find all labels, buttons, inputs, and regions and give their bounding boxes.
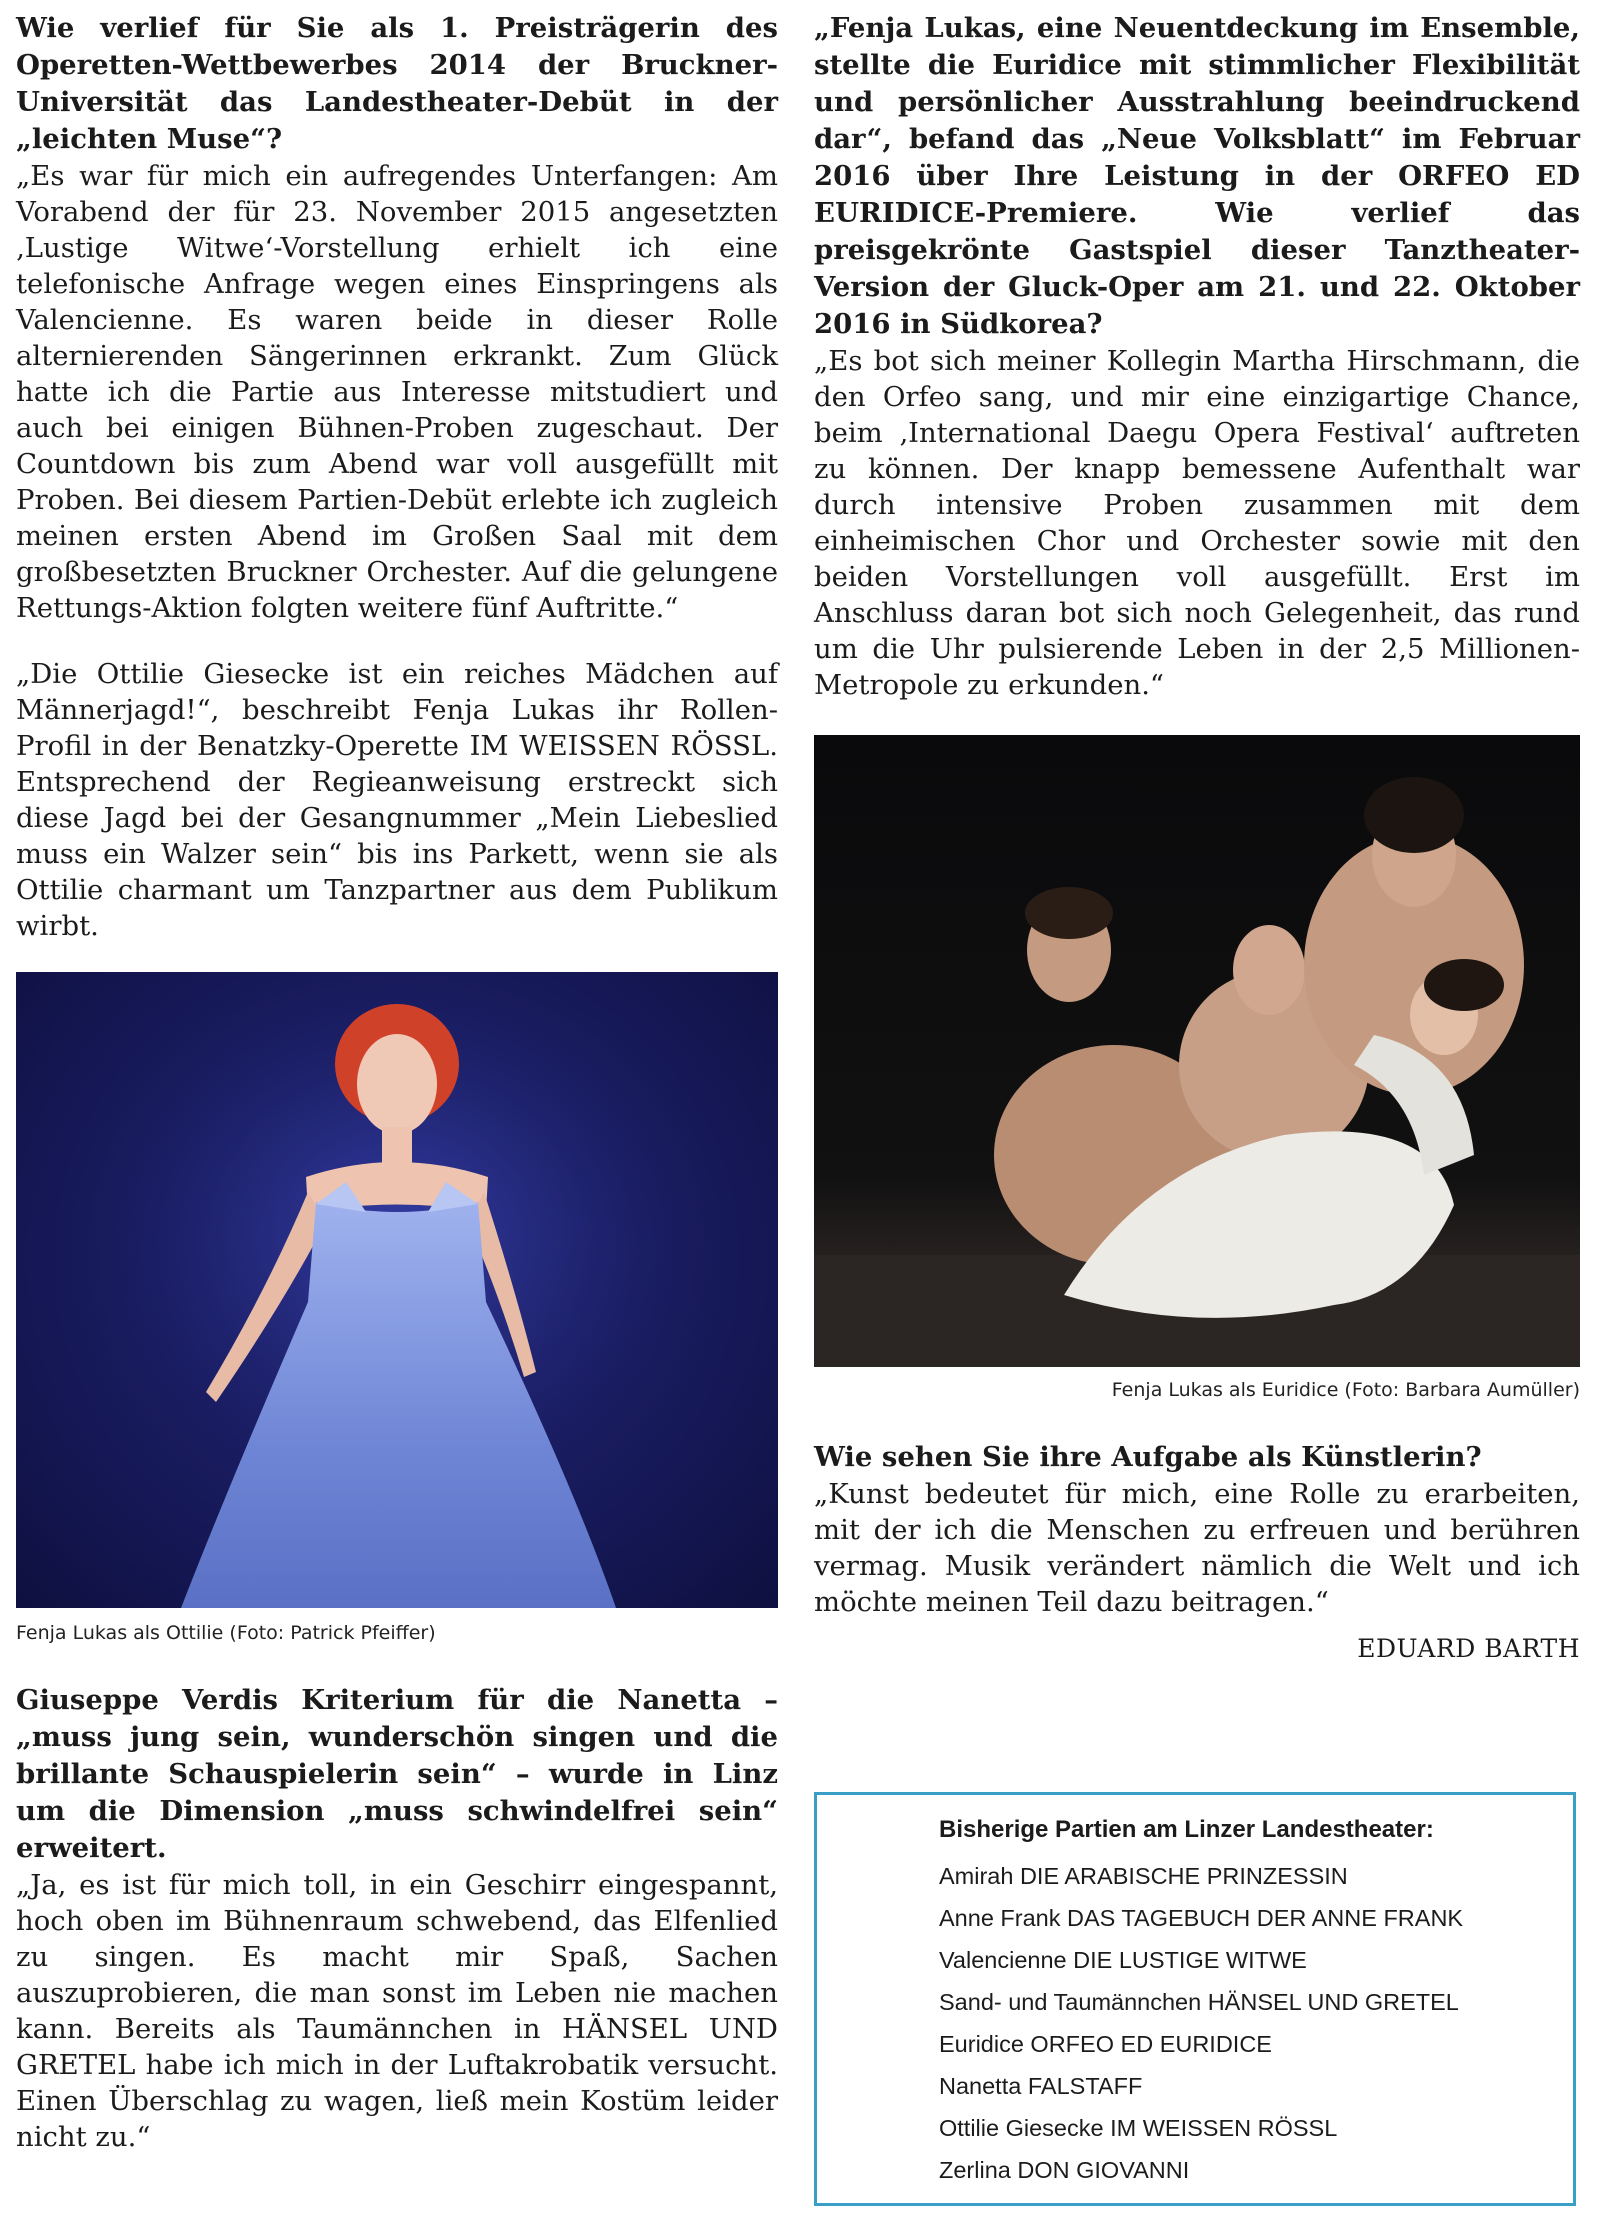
left-column — [16, 10, 778, 2155]
caption-ottilie: Fenja Lukas als Ottilie (Foto: Patrick Pfeiffer) — [16, 1622, 436, 1644]
intro-paragraph-ottilie: „Die Ottilie Giesecke ist ein reiches Mädchen auf Männerjagd!“, beschreibt Fenja Lukas ihr Rollen-Profil in der Benatzky-Operette IM WEISSEN RÖSSL. Entsprechend der Regieanweisung erstreckt sich diese Jagd bei der Gesangnummer „Mein Liebeslied muss ein Walzer sein“ bis ins Parkett, wenn sie als Ottilie charmant um Tanzpartner aus dem Publikum wirbt. — [16, 658, 778, 942]
role-item: Valencienne DIE LUSTIGE WITWE — [939, 1947, 1307, 1973]
question-nanetta: Giuseppe Verdis Kriterium für die Nanetta – „muss jung sein, wunderschön singen und die brillante Schauspielerin sein“ – wurde in Linz um die Dimension „muss schwindelfrei sein“ erweitert. — [16, 1684, 778, 1864]
question-euridice: „Fenja Lukas, eine Neuentdeckung im Ensemble, stellte die Euridice mit stimmlicher Flexibilität und persönlicher Ausstrahlung beeindruckend dar“, befand das „Neue Volksblatt“ im Februar 2016 über Ihre Leistung in der ORFEO ED EURIDICE-Premiere. Wie verlief das preisgekrönte Gastspiel dieser Tanztheater-Version der Gluck-Oper am 21. und 22. Oktober 2016 in Südkorea? — [814, 12, 1580, 340]
answer-euridice: „Es bot sich meiner Kollegin Martha Hirschmann, die den Orfeo sang, und mir eine einzigartige Chance, beim ‚International Daegu Opera Festival‘ auftreten zu können. Der knapp bemessene Aufenthalt war durch intensive Proben zusammen mit dem einheimischen Chor und Orchester sowie mit den beiden Vorstellungen voll ausgefüllt. Erst im Anschluss daran bot sich noch Gelegenheit, das rund um die Uhr pulsierende Leben in der 2,5 Millionen-Metropole zu erkunden.“ — [814, 345, 1580, 701]
question-1: Wie verlief für Sie als 1. Preisträgerin des Operetten-Wettbewerbes 2014 der Bruckner-Universität das Landestheater-Debüt in der „leichten Muse“? — [16, 12, 778, 155]
answer-artist: „Kunst bedeutet für mich, eine Rolle zu erarbeiten, mit der ich die Menschen zu erfreuen und berühren vermag. Musik verändert nämlich die Welt und ich möchte meinen Teil dazu beitragen.“ — [814, 1478, 1580, 1618]
role-item: Euridice ORFEO ED EURIDICE — [939, 2031, 1272, 2057]
answer-1: „Es war für mich ein aufregendes Unterfangen: Am Vorabend der für 23. November 2015 angesetzten ‚Lustige Witwe‘-Vorstellung erhielt ich eine telefonische Anfrage wegen eines Einspringens als Valencienne. Es waren beide in dieser Rolle alternierenden Sängerinnen erkrankt. Zum Glück hatte ich die Partie aus Interesse mitstudiert und auch bei einigen Bühnen-Proben zugeschaut. Der Countdown bis zum Abend war voll ausgefüllt mit Proben. Bei diesem Partien-Debüt erlebte ich zugleich meinen ersten Abend im Großen Saal mit dem großbesetzten Bruckner Orchester. Auf die gelungene Rettungs-Aktion folgten weitere fünf Auftritte.“ — [16, 160, 778, 624]
roles-box-title: Bisherige Partien am Linzer Landestheater: — [939, 1816, 1434, 1843]
role-item: Anne Frank DAS TAGEBUCH DER ANNE FRANK — [939, 1905, 1464, 1931]
ottilie-figure-illustration — [16, 972, 778, 1608]
role-item: Zerlina DON GIOVANNI — [939, 2157, 1190, 2183]
euridice-scene-illustration — [814, 735, 1580, 1367]
question-artist: Wie sehen Sie ihre Aufgabe als Künstlerin? — [814, 1441, 1482, 1473]
photo-euridice — [814, 735, 1580, 1367]
roles-box — [814, 1792, 1576, 2206]
right-column — [814, 10, 1580, 1663]
role-item: Nanetta FALSTAFF — [939, 2073, 1143, 2099]
role-item: Ottilie Giesecke IM WEISSEN RÖSSL — [939, 2115, 1338, 2141]
role-item: Amirah DIE ARABISCHE PRINZESSIN — [939, 1863, 1348, 1889]
answer-nanetta: „Ja, es ist für mich toll, in ein Geschirr eingespannt, hoch oben im Bühnenraum schwebend, das Elfenlied zu singen. Es macht mir Spaß, Sachen auszuprobieren, die man sonst im Leben nie machen kann. Bereits als Taumännchen in HÄNSEL UND GRETEL habe ich mich in der Luftakrobatik versucht. Einen Überschlag zu wagen, ließ mein Kostüm leider nicht zu.“ — [16, 1869, 778, 2153]
role-item: Sand- und Taumännchen HÄNSEL UND GRETEL — [939, 1989, 1459, 2015]
caption-euridice: Fenja Lukas als Euridice (Foto: Barbara Aumüller) — [1111, 1379, 1580, 1401]
photo-ottilie — [16, 972, 778, 1608]
author: EDUARD BARTH — [1357, 1634, 1580, 1663]
